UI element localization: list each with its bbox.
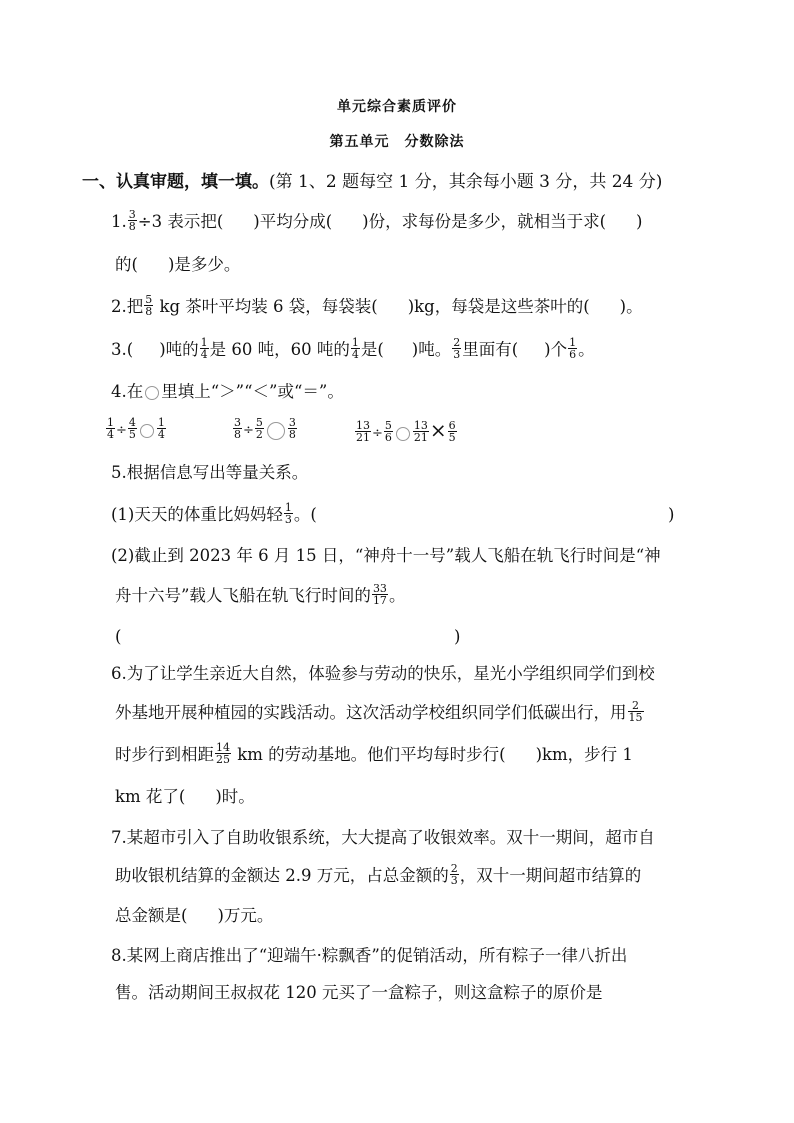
q4-i3-e-den: 5: [448, 431, 456, 444]
q4-i1-a-den: 4: [107, 428, 114, 441]
q3-text-4: )吨。: [411, 340, 452, 359]
section-score-note: (第 1、2 题每空 1 分，其余每小题 3 分，共 24 分): [269, 172, 663, 192]
q3-text-1: )吨的: [159, 340, 199, 359]
q4-text-1: 里填上“＞”“＜”或“＝”。: [161, 382, 344, 401]
q1-number: 1.: [111, 212, 127, 231]
q7-num: 2: [450, 862, 458, 875]
question-6-line-1: 6.为了让学生亲近大自然，体验参与劳动的快乐，星光小学组织同学们到校: [111, 664, 655, 683]
q7-l3-text: 总金额是(: [115, 906, 188, 925]
q5-s1-fraction: [284, 502, 293, 525]
q6-l3-text-2: km 的劳动基地。他们平均每时步行(: [232, 745, 506, 764]
q3-text-5: 里面有(: [462, 340, 519, 359]
q2-number: 2.把: [111, 297, 144, 316]
q3-text-6: )个: [544, 340, 568, 359]
q5-s1-text: (1)天天的体重比妈妈轻: [111, 505, 283, 524]
q3-text-3: 是(: [360, 340, 384, 359]
question-7-line-3: [115, 905, 273, 927]
q6-f2-num: 14: [216, 741, 230, 754]
q5-s2-den: 17: [372, 594, 387, 607]
q4-i3-b-den: 6: [384, 431, 392, 444]
q4-i1-c: [157, 417, 166, 440]
question-2: [111, 293, 643, 319]
q4-i3-op2: ×: [429, 418, 447, 442]
q5-s1-num: 1: [284, 501, 292, 514]
q3-text-2: 是 60 吨，60 吨的: [209, 340, 350, 359]
q2-fraction: [144, 294, 153, 317]
q2-text-1: kg 茶叶平均装 6 袋，每袋装(: [154, 297, 378, 316]
q3-fraction-2: [351, 337, 360, 360]
q4-i2-b-num: 5: [255, 416, 263, 429]
q1-text-5: 的(: [115, 255, 138, 274]
q4-i2-c-den: 8: [288, 428, 296, 441]
unit-subtitle: 第五单元 分数除法: [329, 134, 465, 150]
q6-f1-den: 15: [628, 711, 643, 724]
q4-i3-c-den: 21: [413, 431, 428, 444]
q4-i3-c-num: 13: [413, 419, 428, 432]
q6-l4-text-2: )时。: [215, 787, 255, 806]
question-1-line-1: [111, 208, 643, 234]
q4-item-1: [105, 416, 167, 442]
q3-text-7: 。: [578, 340, 595, 359]
q3-f2-num: 1: [351, 336, 359, 349]
q4-i3-a-num: 13: [356, 419, 370, 432]
q4-i2-a-den: 8: [234, 428, 241, 441]
q5-sub-1: [111, 501, 317, 527]
q4-i2-c: [288, 417, 297, 440]
compare-circle[interactable]: [267, 422, 285, 440]
q3-fraction-1: [200, 337, 209, 360]
q6-f2-den: 25: [216, 753, 230, 766]
q6-f1-num: 2: [632, 699, 639, 712]
q1-text-6: )是多少。: [167, 255, 241, 274]
q5-s1-den: 3: [284, 513, 292, 526]
q3-f3-den: 3: [453, 348, 461, 361]
q5-s2-num: 33: [372, 582, 387, 595]
q4-i2-b: [255, 417, 264, 440]
question-6-line-4: [115, 786, 255, 808]
q4-i1-b-den: 5: [128, 428, 136, 441]
q4-item-2: [232, 416, 298, 442]
q4-i3-c: [413, 420, 429, 443]
q4-i2-op: ÷: [243, 423, 254, 438]
q4-i2-a: [233, 417, 242, 440]
q3-f4-den: 6: [569, 348, 577, 361]
unit-title: 单元综合素质评价: [337, 99, 457, 115]
q1-frac-num: 3: [128, 208, 136, 221]
q5-s2-answer-close: ): [454, 627, 461, 646]
question-7-line-2: [115, 862, 642, 888]
q2-text-2: )kg，每袋是这些茶叶的(: [407, 297, 590, 316]
q6-fraction-2: [215, 742, 231, 765]
q7-den: 3: [450, 874, 458, 887]
question-8-line-2: 售。活动期间王叔叔花 120 元买了一盒粽子，则这盒粽子的原价是: [115, 983, 603, 1002]
q1-text-4: ): [636, 212, 643, 231]
compare-circle[interactable]: [396, 427, 410, 441]
q1-text-3: )份，求每份是多少，就相当于求(: [362, 212, 607, 231]
question-6-line-2: [115, 699, 645, 725]
q4-i3-b-num: 5: [384, 419, 392, 432]
compare-circle[interactable]: [140, 424, 154, 438]
q4-i3-op: ÷: [372, 426, 383, 441]
q4-i3-e-num: 6: [448, 419, 456, 432]
q4-i2-b-den: 2: [255, 428, 263, 441]
q5-s2-end: 。: [388, 586, 406, 605]
q7-l2-text: 助收银机结算的金额达 2.9 万元，占总金额的: [115, 866, 449, 885]
q4-number: 4.在: [111, 382, 144, 401]
q5-s2-text: 舟十六号”载人飞船在轨飞行时间的: [115, 586, 371, 605]
q1-frac-den: 8: [128, 220, 136, 233]
q3-f3-num: 2: [453, 336, 461, 349]
q1-text-2: )平均分成(: [253, 212, 333, 231]
q5-s1-open: 。(: [293, 505, 317, 524]
q4-i1-a-num: 1: [107, 416, 114, 429]
question-3: [111, 336, 595, 362]
q3-f1-num: 1: [200, 336, 208, 349]
q6-fraction-1: [628, 700, 644, 723]
q5-sub-2-line-1: (2)截止到 2023 年 6 月 15 日，“神舟十一号”载人飞船在轨飞行时间是“神: [111, 546, 661, 565]
q3-f2-den: 4: [351, 348, 359, 361]
q5-s2-answer-open: (: [115, 627, 122, 646]
q7-l3-text-2: )万元。: [217, 906, 274, 925]
section-title: 一、认真审题，填一填。: [82, 172, 269, 192]
q2-frac-num: 5: [145, 293, 153, 306]
q4-i1-c-num: 1: [157, 416, 165, 429]
q4-i3-b: [384, 420, 393, 443]
q4-i1-c-den: 4: [157, 428, 165, 441]
q3-fraction-3: [452, 337, 461, 360]
q5-s1-close: ): [668, 505, 675, 524]
q3-f1-den: 4: [200, 348, 208, 361]
q4-item-3: [354, 419, 458, 445]
q6-l3-text-3: )km，步行 1: [535, 745, 633, 764]
question-4: [111, 381, 344, 403]
answer-circle-icon: [145, 386, 159, 400]
q2-text-3: )。: [619, 297, 643, 316]
q6-l3-text: 时步行到相距: [115, 745, 214, 764]
q6-l4-text: km 花了(: [115, 787, 186, 806]
q4-i1-a: [106, 417, 115, 440]
q2-frac-den: 8: [145, 305, 153, 318]
q6-l2-text: 外基地开展种植园的实践活动。这次活动学校组织同学们低碳出行，用: [115, 703, 627, 722]
question-8-line-1: 8.某网上商店推出了“迎端午·粽飘香”的促销活动，所有粽子一律八折出: [111, 946, 628, 965]
question-1-line-2: [115, 254, 240, 276]
q5-sub-2-line-2: [115, 582, 406, 608]
q5-s2-fraction: [372, 583, 388, 606]
q3-number: 3.(: [111, 340, 134, 359]
question-5-title: 5.根据信息写出等量关系。: [111, 463, 309, 482]
q4-i3-a: [355, 420, 371, 443]
q1-text-1: ÷3 表示把(: [137, 212, 224, 231]
section-heading: [82, 171, 662, 193]
question-6-line-3: [115, 741, 633, 767]
q4-i2-c-num: 3: [288, 416, 296, 429]
question-7-line-1: 7.某超市引入了自助收银系统，大大提高了收银效率。双十一期间，超市自: [111, 828, 655, 847]
q4-i2-a-num: 3: [234, 416, 241, 429]
q4-i1-b-num: 4: [128, 416, 136, 429]
q4-i3-e: [448, 420, 457, 443]
q4-i1-b: [128, 417, 137, 440]
q3-f4-num: 1: [569, 336, 577, 349]
q3-fraction-4: [568, 337, 577, 360]
q4-i3-a-den: 21: [356, 431, 370, 444]
q7-fraction: [450, 863, 459, 886]
q7-l2-text-2: ，双十一期间超市结算的: [459, 866, 642, 885]
q4-i1-op: ÷: [116, 423, 127, 438]
q1-fraction: [128, 209, 137, 232]
